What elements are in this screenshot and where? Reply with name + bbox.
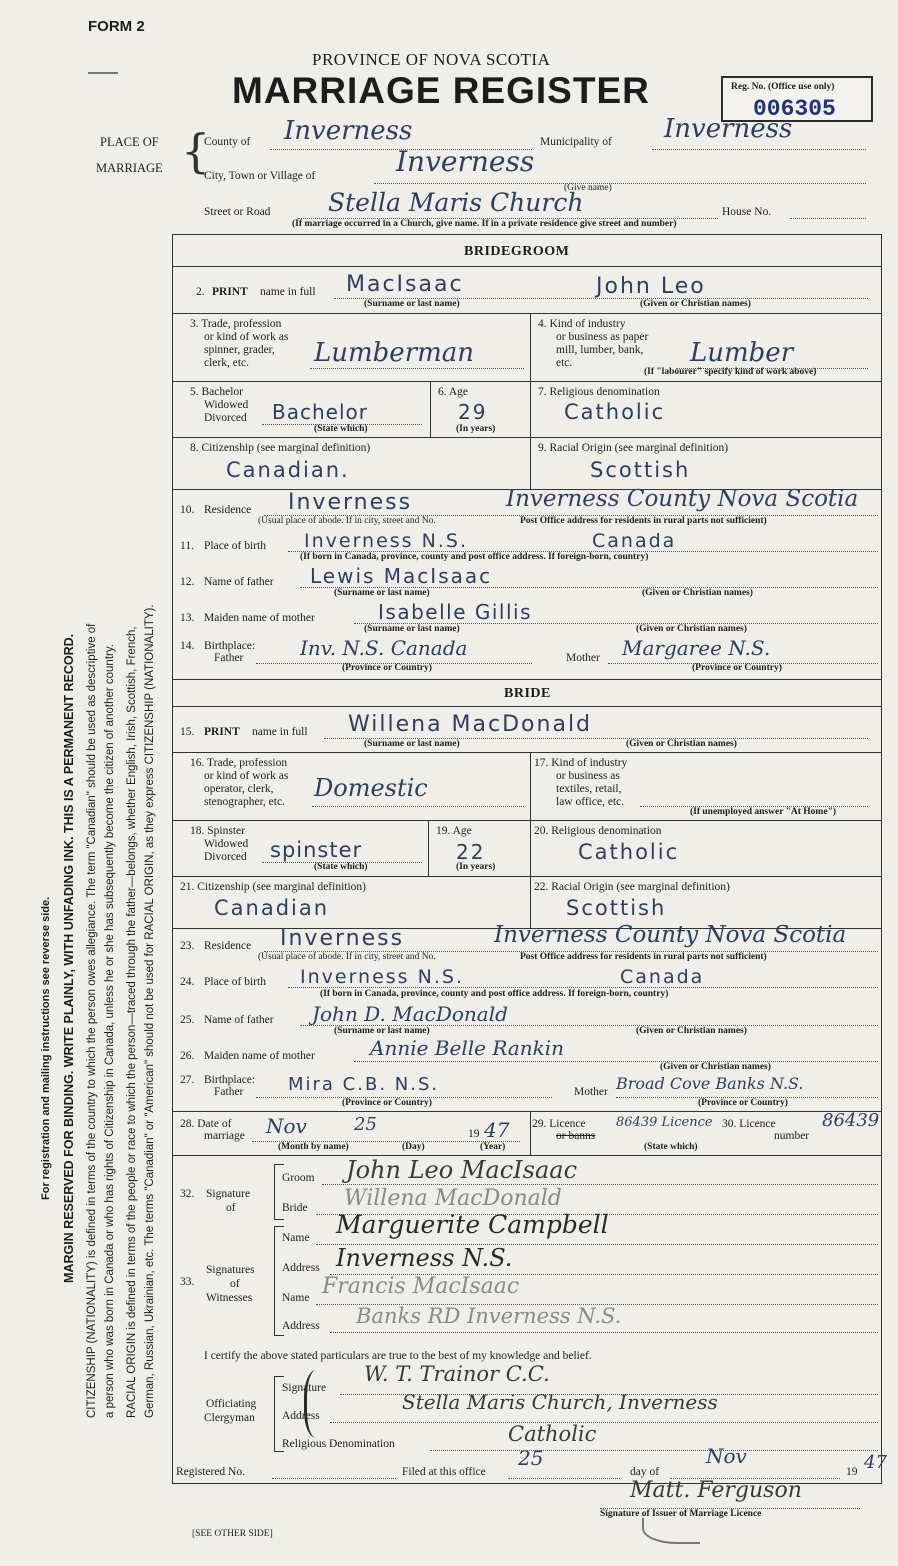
- f33-label-3: Witnesses: [206, 1292, 253, 1304]
- f6-label: 6. Age: [438, 386, 469, 398]
- bride-signature-label: Bride: [282, 1202, 308, 1214]
- f2-number: 2.: [196, 286, 205, 298]
- f3-label-2: or kind of work as: [204, 331, 289, 343]
- bride-status-caption: (State which): [314, 862, 368, 872]
- witness1-name: Marguerite Campbell: [336, 1210, 609, 1239]
- officiating-label-2: Clergyman: [204, 1412, 255, 1424]
- groom-mother-birthplace: Margaree N.S.: [622, 636, 771, 660]
- f5-label-3: Divorced: [204, 412, 247, 424]
- f24-number: 24.: [180, 976, 195, 988]
- f32-number: 32.: [180, 1188, 195, 1200]
- f27-number: 27.: [180, 1074, 195, 1086]
- f23-number: 23.: [180, 940, 195, 952]
- licence-or-banns: 86439 Licence: [616, 1115, 713, 1130]
- f23-label: Residence: [204, 940, 252, 952]
- f12-number: 12.: [180, 576, 195, 588]
- filed-year-prefix: 19: [846, 1466, 858, 1478]
- f24-label: Place of birth: [204, 976, 266, 988]
- f30-label-a: 30. Licence: [722, 1118, 776, 1130]
- bridegroom-heading: BRIDEGROOM: [464, 244, 570, 259]
- f14-father-label: Father: [214, 652, 244, 664]
- city-label: City, Town or Village of: [204, 170, 316, 182]
- filed-label: Filed at this office: [402, 1466, 486, 1478]
- groom-given-caption: (Given or Christian names): [640, 299, 751, 309]
- municipality-label: Municipality of: [540, 136, 612, 148]
- bride-age-caption: (In years): [456, 862, 496, 872]
- groom-racial: Scottish: [590, 458, 691, 482]
- witness1-address: Inverness N.S.: [336, 1244, 513, 1272]
- street-value: Stella Maris Church: [328, 188, 584, 217]
- bride-surname-caption: (Surname or last name): [364, 739, 460, 749]
- bride-racial: Scottish: [566, 896, 667, 920]
- f18-label-2: Widowed: [204, 838, 249, 850]
- f3-label-4: clerk, etc.: [204, 357, 250, 369]
- f14-label: Birthplace:: [204, 640, 256, 652]
- clergy-address-label: Address: [282, 1410, 320, 1422]
- f2-label: name in full: [260, 286, 316, 298]
- bride-citizenship: Canadian: [214, 896, 330, 920]
- filed-day: 25: [518, 1446, 544, 1470]
- f29-label-a: 29. Licence: [532, 1118, 586, 1130]
- reg-number-value: 006305: [753, 96, 836, 122]
- margin-line-6: German, Russian, Ukrainian, etc. The terms "Canadian" or "American" should not be used for RACIAL ORIGIN, as they express CITIZENSHIP (NATIONALITY).: [144, 604, 156, 1418]
- margin-line-3: CITIZENSHIP (NATIONALITY) is defined in terms of the country to which the person owes allegiance. The term "Canadian" should be used as descriptive of: [86, 623, 98, 1418]
- f7-label: 7. Religious denomination: [538, 386, 660, 398]
- see-other-side: [SEE OTHER SIDE]: [192, 1529, 273, 1539]
- place-label-2: MARRIAGE: [96, 161, 163, 175]
- f8-label: 8. Citizenship (see marginal definition): [190, 442, 371, 454]
- f20-label: 20. Religious denomination: [534, 825, 662, 837]
- f28-label-b: marriage: [204, 1130, 245, 1142]
- f5-label-1: 5. Bachelor: [190, 386, 244, 398]
- marriage-year-prefix: 19: [468, 1128, 480, 1140]
- f17-label-1: 17. Kind of industry: [534, 757, 628, 769]
- witness2-name-label: Name: [282, 1292, 310, 1304]
- witness1-address-label: Address: [282, 1262, 320, 1274]
- f15-label: name in full: [252, 726, 308, 738]
- bride-father-surname-caption: (Surname or last name): [334, 1026, 430, 1036]
- bride-heading: BRIDE: [504, 686, 551, 701]
- groom-surname: MacIsaac: [346, 272, 464, 297]
- f27-mother-label: Mother: [574, 1086, 608, 1098]
- f26-label: Maiden name of mother: [204, 1050, 315, 1062]
- clergy-address: Stella Maris Church, Inverness: [402, 1390, 718, 1414]
- bride-mother-birthplace: Broad Cove Banks N.S.: [616, 1074, 804, 1093]
- f21-label: 21. Citizenship (see marginal definition): [180, 881, 366, 893]
- f4-label-1: 4. Kind of industry: [538, 318, 626, 330]
- f4-label-3: mill, lumber, bank,: [556, 344, 644, 356]
- bride-father-bp-caption: (Province or Country): [342, 1098, 432, 1108]
- marriage-day-caption: (Day): [402, 1142, 425, 1152]
- groom-father-birthplace: Inv. N.S. Canada: [300, 636, 468, 660]
- bride-birth-country: Canada: [620, 966, 705, 988]
- f17-label-3: textiles, retail,: [556, 783, 622, 795]
- municipality-value: Inverness: [664, 114, 793, 144]
- margin-line-5: RACIAL ORIGIN is defined in terms of the people or race to which the person—traced through the father—belongs, whether English, Irish, Scottish, French,: [126, 626, 138, 1418]
- f14-mother-label: Mother: [566, 652, 600, 664]
- clergy-religion-label: Religious Denomination: [282, 1438, 395, 1450]
- bride-father: John D. MacDonald: [312, 1002, 508, 1026]
- margin-line-4: a person who was born in Canada or who has rights of Citizenship in Canada, unless he or she has subsequently become the citizen of another country.: [104, 644, 116, 1418]
- bride-status: spinster: [270, 838, 363, 862]
- f23-note-b: Post Office address for residents in rural parts not sufficient): [520, 952, 767, 962]
- city-value: Inverness: [396, 145, 535, 178]
- f25-label: Name of father: [204, 1014, 274, 1026]
- groom-signature-label: Groom: [282, 1172, 315, 1184]
- f18-label-1: 18. Spinster: [190, 825, 245, 837]
- groom-age: 29: [458, 400, 488, 424]
- issuer-flourish: [642, 1518, 700, 1544]
- house-label: House No.: [722, 206, 772, 218]
- day-of-label: day of: [630, 1466, 660, 1478]
- bride-father-birthplace: Mira C.B. N.S.: [288, 1074, 440, 1095]
- groom-given: John Leo: [596, 274, 706, 299]
- marriage-month-caption: (Month by name): [278, 1142, 349, 1152]
- groom-residence-town: Inverness: [288, 490, 413, 515]
- f16-label-1: 16. Trade, profession: [190, 757, 288, 769]
- clergy-signature: W. T. Trainor C.C.: [364, 1362, 550, 1386]
- give-name-caption: (Give name): [564, 183, 612, 193]
- groom-birth-country: Canada: [592, 530, 677, 552]
- f33-label-1: Signatures: [206, 1264, 255, 1276]
- f2-print: PRINT: [212, 286, 248, 298]
- f11-note: (If born in Canada, province, county and post office address. If foreign-born, country): [300, 552, 649, 562]
- f15-print: PRINT: [204, 726, 240, 738]
- groom-industry: Lumber: [690, 338, 794, 368]
- f12-label: Name of father: [204, 576, 274, 588]
- bride-birthplace: Inverness N.S.: [300, 966, 464, 988]
- groom-father-surname-caption: (Surname or last name): [334, 588, 430, 598]
- certification-statement: I certify the above stated particulars are true to the best of my knowledge and belief.: [204, 1350, 592, 1362]
- f17-label-2: or business as: [556, 770, 620, 782]
- place-brace: {: [181, 124, 211, 178]
- f29-label-b: or banns: [556, 1130, 596, 1142]
- f30-label-b: number: [774, 1130, 810, 1142]
- groom-father: Lewis MacIsaac: [310, 564, 493, 588]
- witness2-name: Francis MacIsaac: [322, 1274, 520, 1299]
- margin-mark: [88, 72, 118, 74]
- marriage-year: 47: [484, 1118, 510, 1142]
- registered-label: Registered No.: [176, 1466, 245, 1478]
- f26-number: 26.: [180, 1050, 195, 1062]
- county-value: Inverness: [284, 116, 413, 146]
- licence-number: 86439: [822, 1110, 880, 1131]
- f16-label-2: or kind of work as: [204, 770, 289, 782]
- groom-status-caption: (State which): [314, 424, 368, 434]
- f3-label-1: 3. Trade, profession: [190, 318, 282, 330]
- groom-father-given-caption: (Given or Christian names): [642, 588, 753, 598]
- witness2-address: Banks RD Inverness N.S.: [356, 1304, 622, 1328]
- f25-number: 25.: [180, 1014, 195, 1026]
- bride-residence-town: Inverness: [280, 926, 405, 951]
- f13-number: 13.: [180, 612, 195, 624]
- bride-trade: Domestic: [314, 774, 428, 802]
- f27-father-label: Father: [214, 1086, 244, 1098]
- groom-mother-bp-caption: (Province or Country): [692, 663, 782, 673]
- f11-label: Place of birth: [204, 540, 266, 552]
- groom-religion: Catholic: [564, 400, 666, 424]
- f27-label: Birthplace:: [204, 1074, 256, 1086]
- f10-note-a: (Usual place of abode. If in city, street and No.: [258, 516, 436, 526]
- groom-age-caption: (In years): [456, 424, 496, 434]
- margin-line-1: For registration and mailing instructions see reverse side.: [40, 896, 52, 1200]
- f29-caption: (State which): [644, 1142, 698, 1152]
- f28-label-a: 28. Date of: [180, 1118, 232, 1130]
- groom-birthplace: Inverness N.S.: [304, 530, 468, 552]
- f10-label: Residence: [204, 504, 252, 516]
- f4-label-4: etc.: [556, 357, 573, 369]
- f17-note: (If unemployed answer "At Home"): [690, 807, 837, 817]
- place-note: (If marriage occurred in a Church, give name. If in a private residence give street and number): [292, 219, 677, 229]
- groom-mother-surname-caption: (Surname or last name): [364, 624, 460, 634]
- clergy-religion: Catholic: [508, 1422, 597, 1446]
- clergy-signature-label: Signature: [282, 1382, 327, 1394]
- bride-mother-bp-caption: (Province or Country): [698, 1098, 788, 1108]
- bride-father-given-caption: (Given or Christian names): [636, 1026, 747, 1036]
- f32-label-a: Signature: [206, 1188, 251, 1200]
- groom-status: Bachelor: [272, 400, 368, 424]
- bride-age: 22: [456, 840, 486, 864]
- county-label: County of: [204, 136, 251, 148]
- clergy-flourish: [304, 1370, 334, 1438]
- f24-note: (If born in Canada, province, county and post office address. If foreign-born, country): [320, 989, 669, 999]
- f23-note-a: (Usual place of abode. If in city, street and No.: [258, 952, 436, 962]
- bride-signature: Willena MacDonald: [344, 1186, 562, 1211]
- f10-note-b: Post Office address for residents in rural parts not sufficient): [520, 516, 767, 526]
- f4-label-2: or business as paper: [556, 331, 649, 343]
- f32-label-b: of: [226, 1202, 236, 1214]
- groom-surname-caption: (Surname or last name): [364, 299, 460, 309]
- reg-number-label: Reg. No. (Office use only): [731, 82, 835, 92]
- f33-number: 33.: [180, 1276, 195, 1288]
- f16-label-4: stenographer, etc.: [204, 796, 285, 808]
- witness2-address-label: Address: [282, 1320, 320, 1332]
- groom-citizenship: Canadian.: [226, 458, 350, 482]
- marriage-month: Nov: [266, 1114, 307, 1138]
- filed-month: Nov: [706, 1444, 747, 1468]
- witness1-name-label: Name: [282, 1232, 310, 1244]
- bride-given-caption: (Given or Christian names): [626, 739, 737, 749]
- f16-label-3: operator, clerk,: [204, 783, 274, 795]
- form-number: FORM 2: [88, 18, 145, 35]
- place-label-1: PLACE OF: [100, 135, 159, 149]
- filed-year: 47: [864, 1452, 887, 1473]
- issuer-caption: Signature of Issuer of Marriage Licence: [600, 1509, 762, 1519]
- f33-label-2: of: [230, 1278, 240, 1290]
- f4-note: (If "labourer" specify kind of work above): [644, 367, 817, 377]
- f11-number: 11.: [180, 540, 194, 552]
- groom-trade: Lumberman: [314, 338, 475, 368]
- f5-label-2: Widowed: [204, 399, 249, 411]
- margin-line-2: MARGIN RESERVED FOR BINDING. WRITE PLAINLY, WITH UNFADING INK. THIS IS A PERMANENT RECORD.: [62, 633, 76, 1283]
- page-title: MARRIAGE REGISTER: [232, 70, 650, 111]
- f9-label: 9. Racial Origin (see marginal definition): [538, 442, 729, 454]
- groom-mother: Isabelle Gillis: [378, 600, 532, 624]
- f14-number: 14.: [180, 640, 195, 652]
- f18-label-3: Divorced: [204, 851, 247, 863]
- f15-number: 15.: [180, 726, 195, 738]
- groom-residence-county: Inverness County Nova Scotia: [506, 486, 859, 512]
- street-label: Street or Road: [204, 206, 271, 218]
- officiating-label-1: Officiating: [206, 1398, 257, 1410]
- marriage-day: 25: [354, 1114, 377, 1135]
- f17-label-4: law office, etc.: [556, 796, 625, 808]
- f13-label: Maiden name of mother: [204, 612, 315, 624]
- f3-label-3: spinner, grader,: [204, 344, 275, 356]
- groom-signature: John Leo MacIsaac: [346, 1156, 578, 1184]
- f19-label: 19. Age: [436, 825, 472, 837]
- marriage-year-caption: (Year): [480, 1142, 506, 1152]
- f10-number: 10.: [180, 504, 195, 516]
- bride-mother: Annie Belle Rankin: [370, 1036, 565, 1060]
- bride-residence-county: Inverness County Nova Scotia: [494, 922, 847, 948]
- bride-name: Willena MacDonald: [348, 712, 593, 737]
- province-heading: PROVINCE OF NOVA SCOTIA: [312, 50, 551, 69]
- f22-label: 22. Racial Origin (see marginal definition): [534, 881, 730, 893]
- bride-religion: Catholic: [578, 840, 680, 864]
- bride-mother-given-caption: (Given or Christian names): [660, 1062, 771, 1072]
- groom-mother-given-caption: (Given or Christian names): [636, 624, 747, 634]
- issuer-signature: Matt. Ferguson: [630, 1478, 802, 1503]
- groom-father-bp-caption: (Province or Country): [342, 663, 432, 673]
